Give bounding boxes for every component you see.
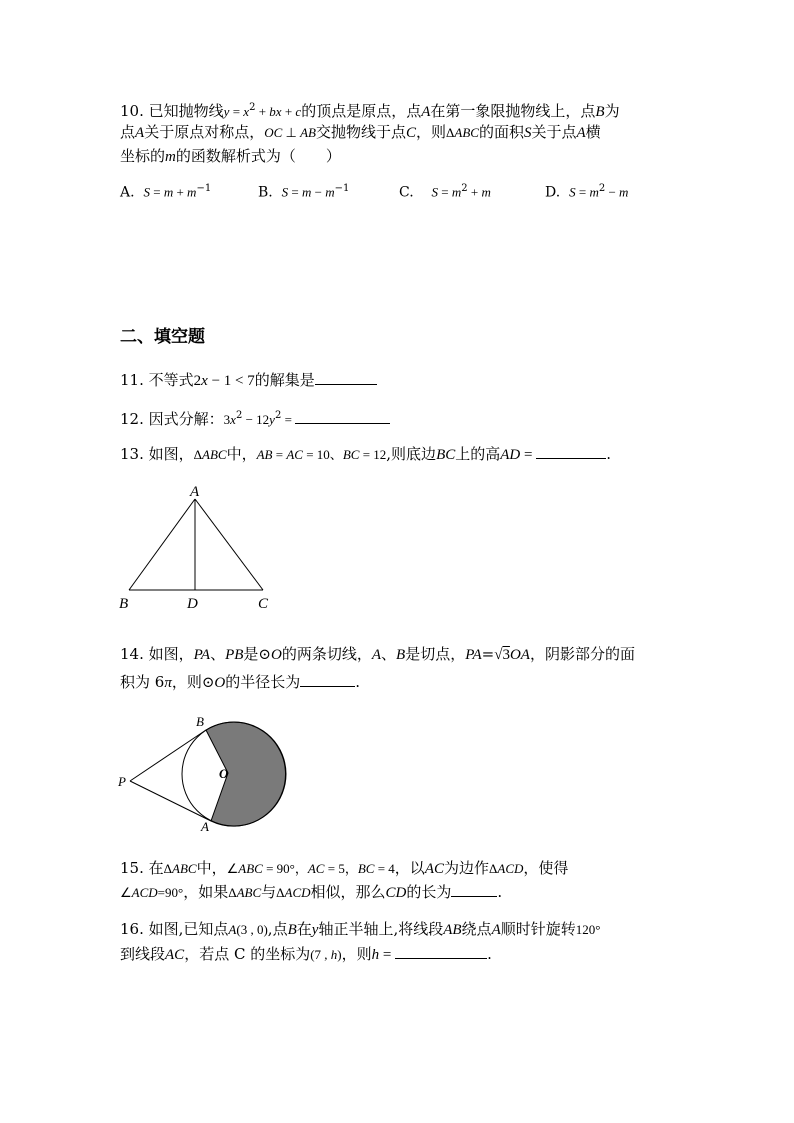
q16-line2: 到线段AC，若点 C 的坐标为(7 , h)，则h = . [120, 945, 492, 963]
q10-option-d: D. $S = m^2 - m$ [545, 183, 629, 201]
q13-answer-blank[interactable] [536, 444, 606, 459]
label-b: B [119, 596, 129, 612]
q10-line2: 点A关于原点对称点，OC ⊥ AB交抛物线于点C，则ΔABC的面积S关于点A横 [120, 123, 601, 141]
q11: 11. 不等式2x − 1 < 7的解集是 [120, 369, 377, 392]
q10-line1: 10. 已知抛物线$y = x^2$ + bx + c的顶点是原点，点A在第一象限抛物线上，点B为 [120, 102, 620, 120]
q10-option-c: C. $S = m^2 + m$ [399, 183, 491, 201]
q10-option-a: A. $S = m + m^{-1}$ [120, 183, 212, 201]
label-a: A [190, 484, 200, 500]
q13: 13. 如图，ΔABC中，AB = AC = 10、BC = 12,则底边BC上的高AD = . [120, 445, 611, 463]
q14-line2: 积为 6π，则⊙O的半径长为 . [120, 673, 361, 691]
circle-tangent-figure [112, 710, 297, 835]
label-c: C [258, 596, 269, 612]
label-d: D [187, 596, 198, 612]
q10-line3: 坐标的m的函数解析式为（ ） [120, 147, 341, 165]
section-title: 二、填空题 [120, 327, 205, 347]
q11-answer-blank[interactable] [315, 370, 377, 385]
tangent-pa [130, 781, 211, 821]
triangle-figure [110, 478, 280, 618]
side-ab [129, 499, 195, 590]
tangent-pb [130, 730, 206, 781]
q14-answer-blank[interactable] [300, 672, 355, 687]
q12-answer-blank[interactable] [295, 409, 390, 424]
label-o: O [219, 766, 229, 781]
label-a: A [201, 819, 209, 834]
label-b: B [196, 714, 204, 729]
q15-line2: ∠ACD=90°，如果ΔABC与ΔACD相似，那么CD的长为 . [120, 883, 503, 901]
q10-option-b: B. $S = m - m^{-1}$ [258, 183, 350, 201]
label-p: P [118, 774, 126, 789]
q16-answer-blank[interactable] [395, 944, 487, 959]
q12: 12. 因式分解：$3x^2 - 12y^2$ = [120, 405, 390, 431]
q16-line1: 16. 如图,已知点A(3 , 0),点B在y轴正半轴上,将线段AB绕点A顺时针旋转120° [120, 920, 601, 938]
q14-line1: 14. 如图，PA、PB是⊙O的两条切线，A、B是切点，PA=√3OA，阴影部分的面 [120, 645, 635, 663]
q15-answer-blank[interactable] [451, 882, 497, 897]
q15-line1: 15. 在ΔABC中，∠ABC = 90°，AC = 5，BC = 4，以AC为边作ΔACD，使得 [120, 859, 569, 877]
shaded-sector [206, 722, 286, 826]
q10-number: 10. [120, 102, 144, 120]
side-ac [195, 499, 263, 590]
